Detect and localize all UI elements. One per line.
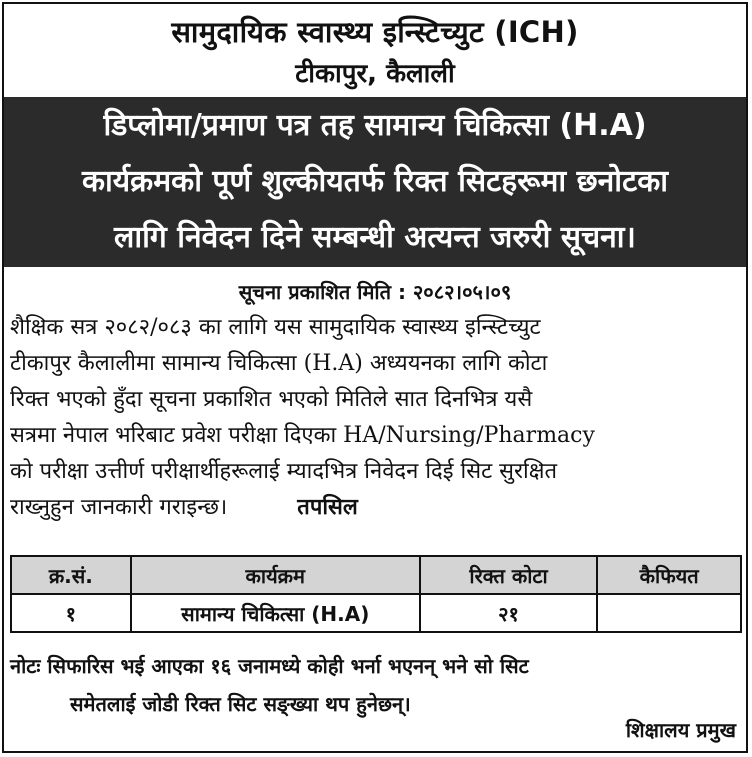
header-quota: रिक्त कोटा — [420, 556, 597, 594]
banner-line-2: कार्यक्रमको पूर्ण शुल्कीयतर्फ रिक्त सिटहरूमा छनोटका — [81, 164, 669, 199]
org-place: टीकापुर, कैलाली — [295, 59, 455, 89]
cell-program: सामान्य चिकित्सा (H.A) — [131, 594, 420, 632]
body-line-6-wrap — [10, 490, 740, 526]
note-line-2: समेतलाई जोडी रिक्त सिट सङ्ख्या थप हुनेछन्। — [70, 692, 411, 716]
body-line-3: रिक्त भएको हुँदा सूचना प्रकाशित भएको मितिले सात दिनभित्र यसै — [10, 387, 533, 412]
cell-sn: १ — [11, 594, 131, 632]
notice-frame — [2, 2, 748, 753]
body-line-4: सत्रमा नेपाल भरिबाट प्रवेश परीक्षा दिएका HA/Nursing/Pharmacy — [10, 423, 595, 448]
cell-remarks — [597, 594, 741, 632]
header-sn: क्र.सं. — [11, 556, 131, 594]
body-line-5: को परीक्षा उत्तीर्ण परीक्षार्थीहरूलाई म्यादभित्र निवेदन दिई सिट सुरक्षित — [10, 459, 558, 484]
annex-label: तपसिल — [297, 495, 358, 520]
cell-quota: २१ — [420, 594, 597, 632]
quota-table — [10, 555, 742, 633]
notice-title-banner — [4, 97, 746, 267]
body-line-6: राख्नुहुन जानकारी गराइन्छ। — [10, 495, 228, 520]
notice-body — [10, 310, 740, 526]
header-remarks: कैफियत — [597, 556, 741, 594]
banner-line-1: डिप्लोमा/प्रमाण पत्र तह सामान्य चिकित्सा (H.A) — [103, 108, 647, 143]
body-line-1: शैक्षिक सत्र २०८२/०८३ का लागि यस सामुदायिक स्वास्थ्य इन्स्टिच्युट — [10, 315, 541, 340]
table-row — [11, 594, 741, 632]
note-line-1: नोटः सिफारिस भई आएका १६ जनामध्ये कोही भर्ना भएनन् भने सो सिट — [10, 654, 529, 678]
banner-line-3: लागि निवेदन दिने सम्बन्धी अत्यन्त जरुरी सूचना। — [114, 220, 636, 255]
signature: शिक्षालय प्रमुख — [625, 718, 736, 742]
note — [10, 647, 742, 723]
table-header-row — [11, 556, 741, 594]
org-name: सामुदायिक स्वास्थ्य इन्स्टिच्युट (ICH) — [171, 15, 579, 49]
header-program: कार्यक्रम — [131, 556, 420, 594]
body-line-2: टीकापुर कैलालीमा सामान्य चिकित्सा (H.A) अध्ययनका लागि कोटा — [10, 351, 548, 376]
published-date: सूचना प्रकाशित मिति : २०८२।०५।०९ — [238, 280, 512, 304]
